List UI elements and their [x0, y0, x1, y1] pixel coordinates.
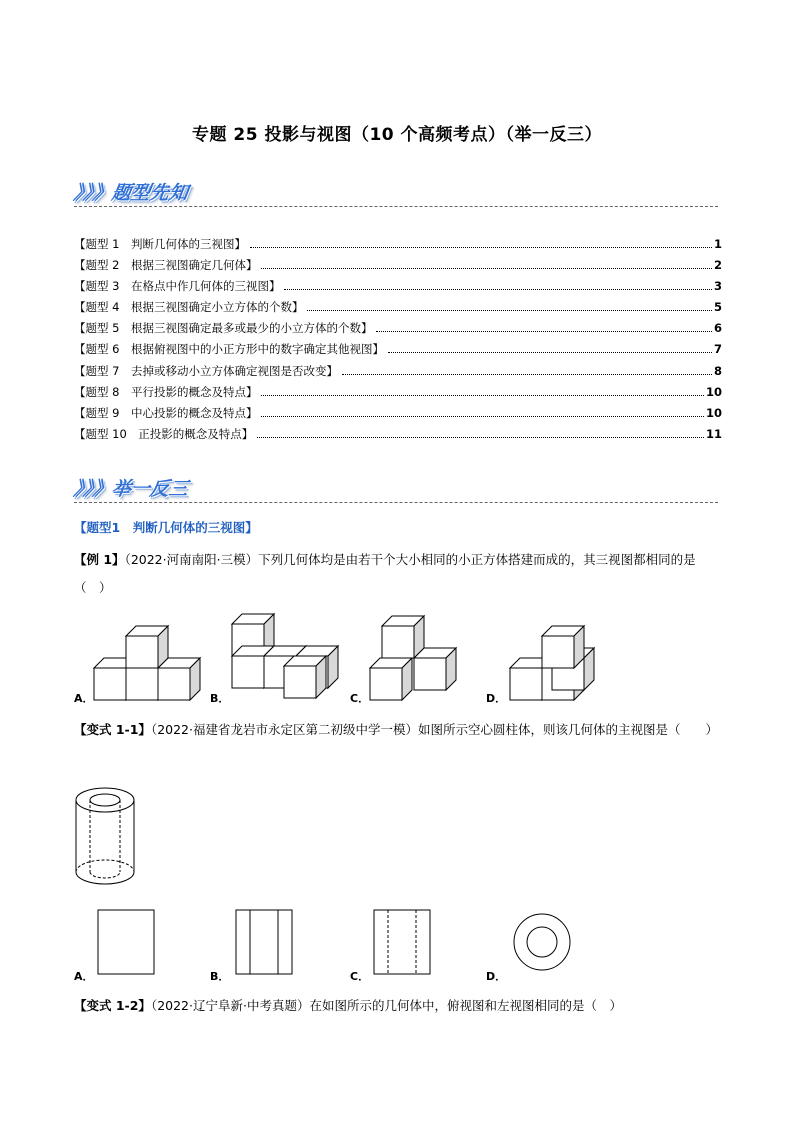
option-b-label: B．: [210, 692, 230, 705]
toc-label: 【题型 8 平行投影的概念及特点】: [74, 384, 258, 399]
variant-source: （2022·辽宁阜新·中考真题）: [150, 998, 310, 1013]
toc-label: 【题型 2 根据三视图确定几何体】: [74, 258, 258, 273]
option-a-label: A．: [74, 970, 94, 983]
variant-tag: 【变式 1-1】: [74, 722, 151, 737]
option-d-figure[interactable]: [514, 914, 570, 970]
toc-label: 【题型 3 在格点中作几何体的三视图】: [74, 279, 281, 294]
toc-page: 10: [705, 405, 722, 420]
toc-page: 7: [713, 342, 722, 357]
toc-label: 【题型 5 根据三视图确定最多或最少的小立方体的个数】: [74, 321, 373, 336]
variant-text: 如图所示空心圆柱体，则该几何体的主视图是（ ）: [417, 722, 718, 737]
option-c-label: C．: [350, 970, 370, 983]
toc-page: 6: [713, 321, 722, 336]
toc-label: 【题型 7 去掉或移动小立方体确定视图是否改变】: [74, 363, 338, 378]
section-heading: 【题型1 判断几何体的三视图】: [74, 520, 258, 535]
toc-page: 3: [713, 279, 722, 294]
toc-label: 【题型 6 根据俯视图中的小正方形中的数字确定其他视图】: [74, 342, 384, 357]
toc-page: 2: [713, 258, 722, 273]
toc-page: 8: [713, 363, 722, 378]
toc-label: 【题型 4 根据三视图确定小立方体的个数】: [74, 300, 304, 315]
example-text: 下列几何体均是由若干个大小相同的小正方体搭建而成的，其三视图都相同的是（ ）: [74, 552, 696, 595]
option-d-label: D．: [486, 692, 507, 705]
section-banner-practice: 》》》举一反三: [72, 478, 190, 500]
section-banner-overview: 》》》题型先知: [72, 182, 190, 204]
variant-1-2-question: [74, 992, 722, 1020]
toc-label: 【题型 9 中心投影的概念及特点】: [74, 405, 258, 420]
example-tag: 【例 1】: [74, 552, 125, 567]
toc-page: 11: [705, 426, 722, 441]
toc-page: 10: [705, 384, 722, 399]
page-title: 专题 25 投影与视图（10 个高频考点）（举一反三）: [191, 125, 603, 145]
option-b-label: B．: [210, 970, 230, 983]
option-c-figure[interactable]: [374, 910, 430, 974]
toc-page: 5: [713, 300, 722, 315]
variant-text: 在如图所示的几何体中，俯视图和左视图相同的是（ ）: [309, 998, 622, 1013]
option-a-label: A．: [74, 692, 94, 705]
option-a-figure[interactable]: [98, 910, 154, 974]
variant-tag: 【变式 1-2】: [74, 998, 151, 1013]
toc-label: 【题型 10 正投影的概念及特点】: [74, 426, 254, 441]
option-c-label: C．: [350, 692, 370, 705]
option-d-label: D．: [486, 970, 507, 983]
example-source: （2022·河南南阳·三模）: [124, 552, 259, 567]
option-b-figure[interactable]: [236, 910, 292, 974]
toc-page: 1: [713, 237, 722, 251]
variant-source: （2022·福建省龙岩市永定区第二初级中学一模）: [150, 722, 418, 737]
toc-label: 【题型 1 判断几何体的三视图】: [74, 237, 246, 251]
